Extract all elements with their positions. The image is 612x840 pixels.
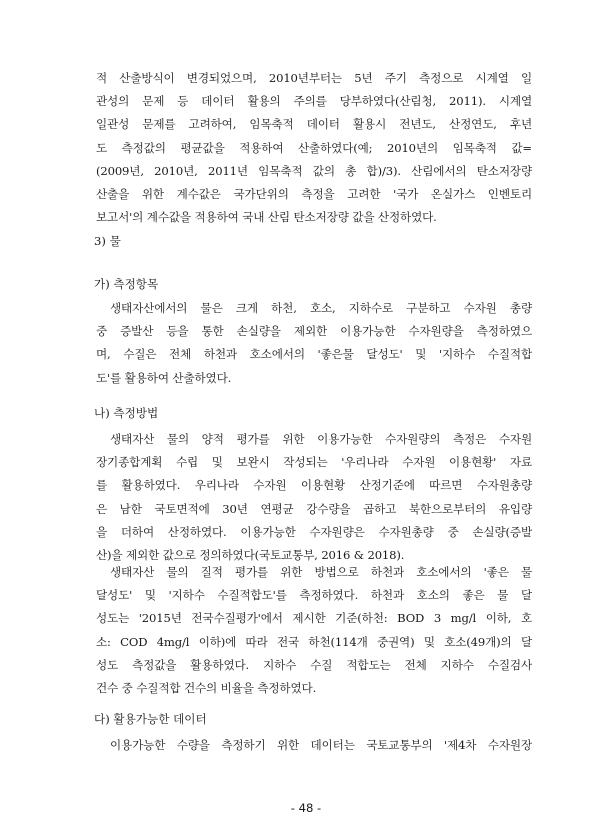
text-line: 생태자산에서의 물은 크게 하천, 호소, 지하수로 구분하고 수자원 총량	[110, 301, 532, 315]
text-line: (2009년, 2010년, 2011년 임목축적 값의 총 합)/3). 산림에서의 탄소저장량	[96, 163, 532, 178]
page-number: - 48 -	[290, 801, 322, 815]
text-line: 중 증발산 등을 통한 손실량을 제외한 이용가능한 수자원량을 측정하였으	[96, 324, 532, 339]
text-line: 산출을 위한 계수값은 국가단위의 측정을 고려한 '국가 온실가스 인벤토리	[96, 186, 532, 201]
text-line: 를 활용하였다. 우리나라 수자원 이용현황 산정기준에 따르면 수자원총량	[96, 478, 532, 493]
text-line: 도'를 활용하여 산출하였다.	[96, 370, 232, 385]
paragraph-quality-method	[96, 561, 532, 700]
paragraph-available-data	[96, 734, 532, 757]
text-line: 적 산출방식이 변경되었으며, 2010년부터는 5년 주기 측정으로 시계열 일	[96, 71, 532, 85]
text-line: 보고서'의 계수값을 적용하여 국내 산림 탄소저장량 값을 산정하였다.	[96, 210, 437, 225]
text-line: 며, 수질은 전체 하천과 호소에서의 '좋은물 달성도' 및 '지하수 수질적합	[96, 347, 532, 362]
text-line: 산)을 제외한 값으로 정의하였다(국토교통부, 2016 & 2018).	[96, 547, 405, 562]
text-line: 생태자산 물의 양적 평가를 위한 이용가능한 수자원량의 측정은 수자원	[110, 432, 532, 446]
text-line: 성도는 '2015년 전국수질평가'에서 제시한 기준(하천: BOD 3 mg/l 이하, 호	[96, 611, 532, 626]
text-line: 관성의 문제 등 데이터 활용의 주의를 당부하였다(산림청, 2011). 시계열	[96, 94, 532, 109]
subheading-measurement-items: 가) 측정항목	[94, 277, 159, 291]
paragraph-quantity-method	[96, 428, 532, 567]
text-line: 건수 중 수질적합 건수의 비율을 측정하였다.	[96, 680, 317, 695]
section-heading-water: 3) 물	[94, 234, 121, 248]
paragraph-measurement-items	[96, 297, 532, 390]
text-line: 을 더하여 산정하였다. 이용가능한 수자원량은 수자원총량 중 손실량(증발	[96, 524, 532, 539]
text-line: 소: COD 4mg/l 이하)에 따라 전국 하천(114개 중권역) 및 호소(49개)의 달	[96, 634, 532, 649]
text-line: 은 남한 국토면적에 30년 연평균 강수량을 곱하고 북한으로부터의 유입량	[96, 501, 532, 516]
text-line: 이용가능한 수량을 측정하기 위한 데이터는 국토교통부의 '제4차 수자원장	[110, 738, 532, 752]
text-line: 일관성 문제를 고려하여, 임목축적 데이터 활용시 전년도, 산정연도, 후년	[96, 117, 532, 132]
paragraph-forest-carbon	[96, 67, 532, 229]
text-line: 도 측정값의 평균값을 적용하여 산출하였다(예; 2010년의 임목축적 값=	[96, 140, 532, 155]
subheading-available-data: 다) 활용가능한 데이터	[94, 712, 207, 726]
text-line: 달성도' 및 '지하수 수질적합도'를 측정하였다. 하천과 호소의 좋은 물 달	[96, 588, 532, 603]
subheading-measurement-method: 나) 측정방법	[94, 406, 159, 420]
text-line: 생태자산 물의 질적 평가를 위한 방법으로 하천과 호소에서의 '좋은 물	[110, 565, 532, 579]
text-line: 성도 측정값을 활용하였다. 지하수 수질 적합도는 전체 지하수 수질검사	[96, 657, 532, 672]
text-line: 장기종합계획 수립 및 보완시 작성되는 '우리나라 수자원 이용현황' 자료	[96, 455, 532, 470]
